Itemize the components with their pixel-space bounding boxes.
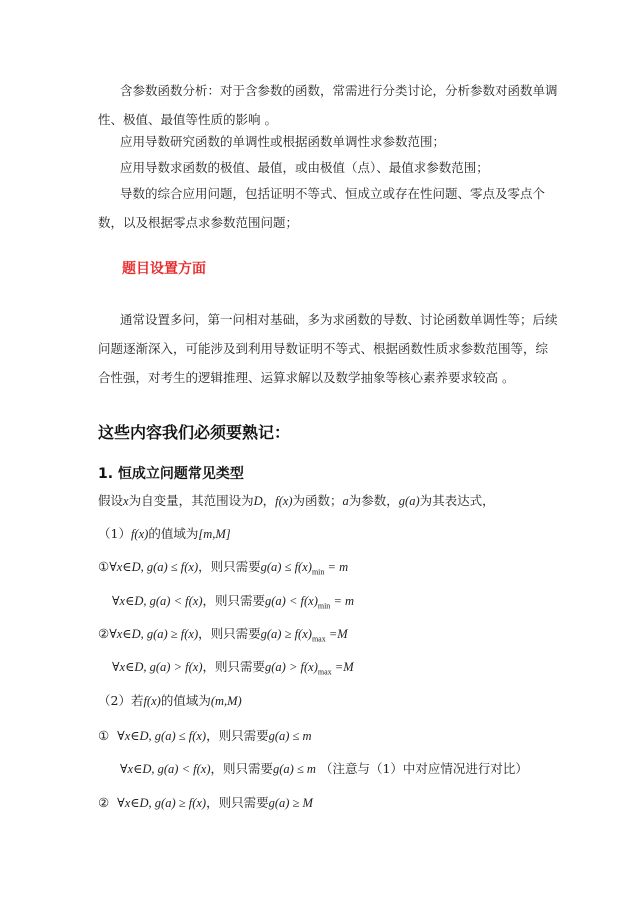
- section-setup-body: 通常设置多问，第一问相对基础，多为求函数的导数、讨论函数单调性等；后续问题逐渐深入，可能涉及到利用导数证明不等式、根据函数性质求参数范围等，综合性强，对考生的逻辑推理、运算求解以及数学抽象等核心素养要求较高 。: [98, 312, 558, 385]
- case2-rule-3: ② ∀x∈D, g(a) ≥ f(x)，则只需要g(a) ≥ M: [98, 795, 313, 810]
- case1-rule-1: ①∀x∈D, g(a) ≤ f(x)，则只需要$g(a) \le f(x)_{min} = m$: [98, 559, 349, 577]
- case1-rule-2: ∀x∈D, g(a) < f(x)，则只需要$g(a) < f(x)_{min} = m$: [112, 593, 355, 611]
- intro-paragraph-1: 含参数函数分析：对于含参数的函数，常需进行分类讨论，分析参数对函数单调性、极值、最值等性质的影响 。: [98, 83, 558, 127]
- memorize-heading: 这些内容我们必须要熟记：: [98, 423, 291, 442]
- case1-heading: （1）f(x)的值域为[m,M]: [98, 526, 231, 541]
- topic1-heading: 1. 恒成立问题常见类型: [98, 466, 244, 482]
- intro-paragraph-2: 应用导数研究函数的单调性或根据函数单调性求参数范围；: [120, 134, 446, 149]
- case2-rule-1: ① ∀x∈D, g(a) ≤ f(x)，则只需要g(a) ≤ m: [98, 728, 312, 743]
- assumption-line: 假设x为自变量，其范围设为D，f(x)为函数；a为参数，g(a)为其表达式，: [98, 493, 495, 508]
- case1-rule-3: ②∀x∈D, g(a) ≥ f(x)，则只需要$g(a) \ge f(x)_{max} =M$: [98, 626, 348, 644]
- case2-rule-2: ∀x∈D, g(a) < f(x)，则只需要g(a) ≤ m （注意与（1）中对应情况进行对比）: [120, 761, 528, 776]
- section-setup-title: 题目设置方面: [122, 261, 206, 277]
- intro-paragraph-3: 应用导数求函数的极值、最值，或由极值（点）、最值求参数范围；: [120, 160, 489, 175]
- case1-rule-4: ∀x∈D, g(a) > f(x)，则只需要$g(a) > f(x)_{max} =M$: [112, 659, 354, 677]
- intro-paragraph-4: 导数的综合应用问题，包括证明不等式、恒成立或存在性问题、零点及零点个数，以及根据零点求参数范围问题；: [98, 186, 546, 230]
- case2-heading: （2）若f(x)的值域为(m,M): [98, 693, 242, 708]
